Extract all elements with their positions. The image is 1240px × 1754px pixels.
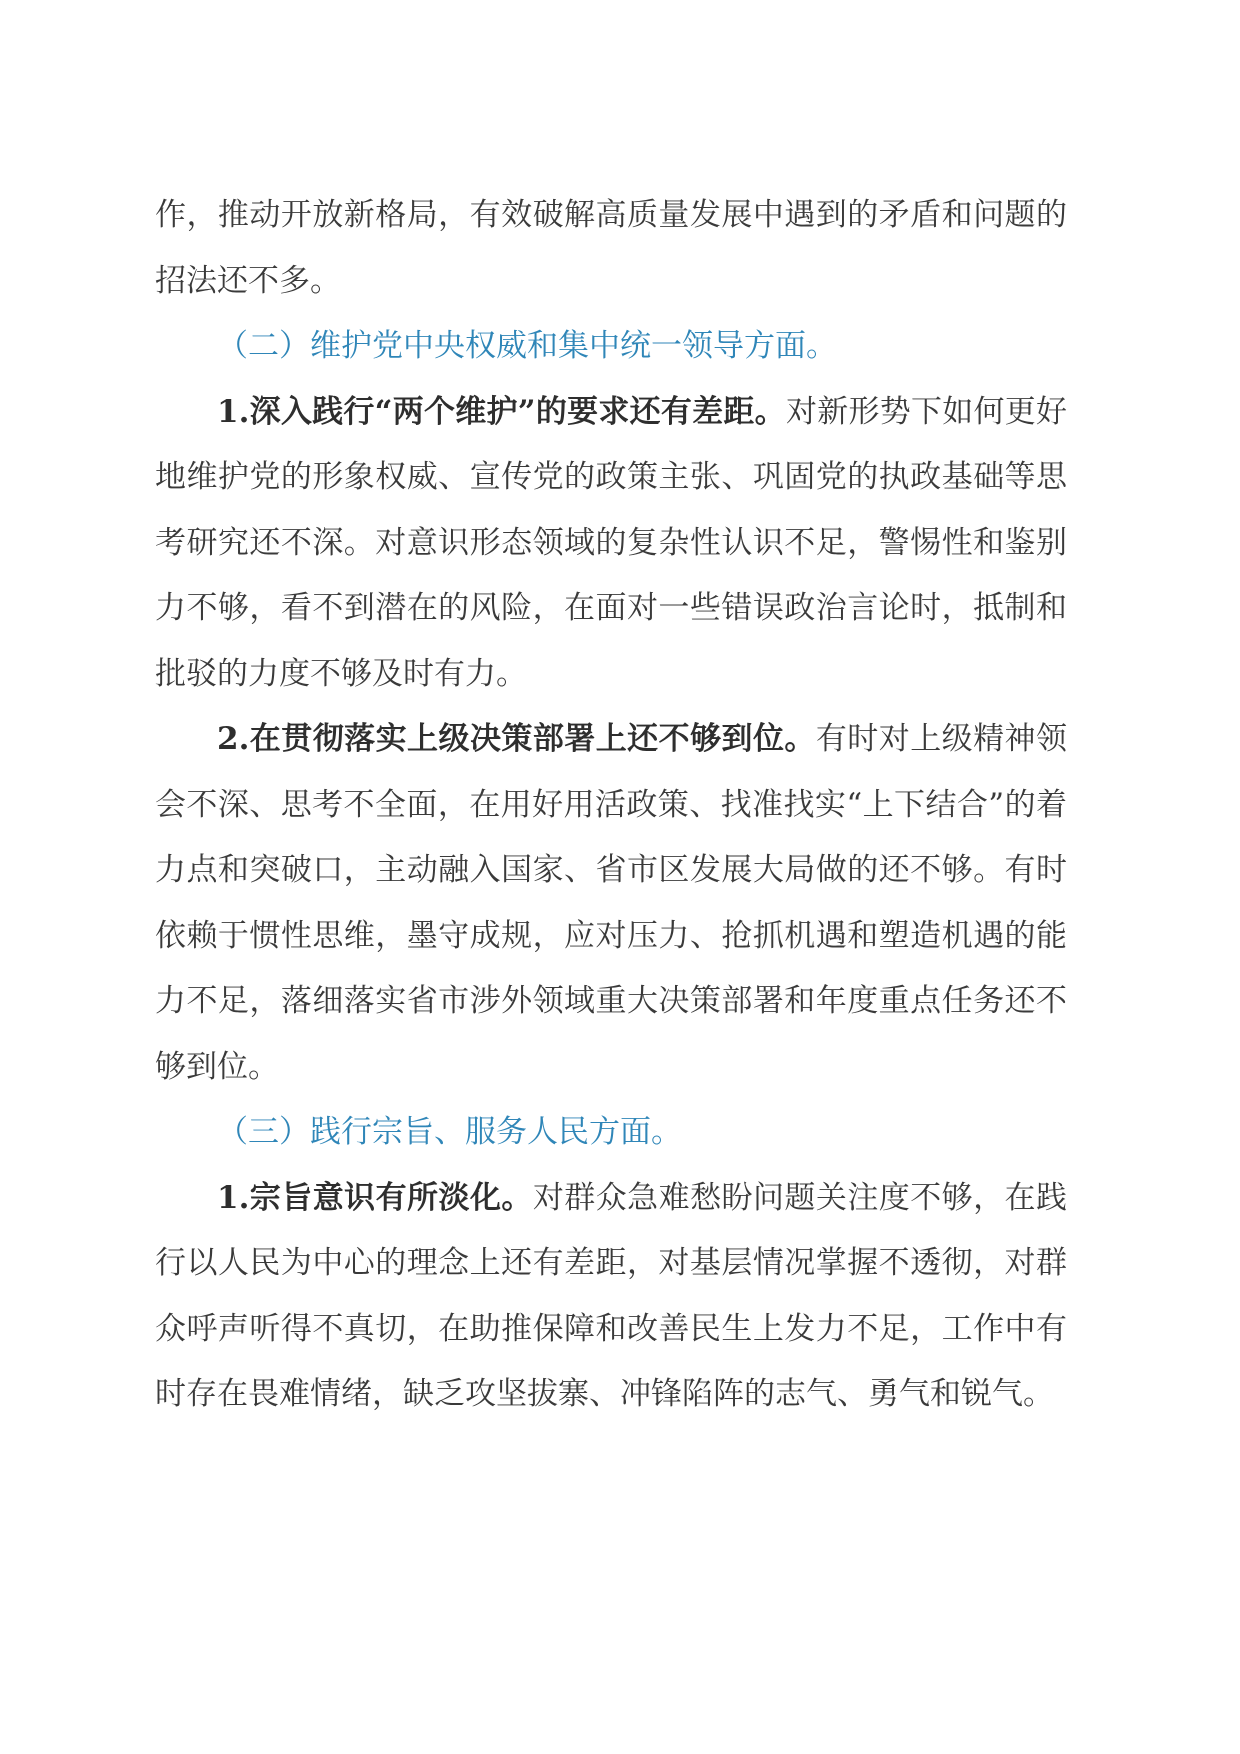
item-3-1 xyxy=(155,1166,1067,1428)
paragraph-continuation: 作，推动开放新格局，有效破解高质量发展中遇到的矛盾和问题的招法还不多。 xyxy=(155,197,1067,299)
item-2-1 xyxy=(155,380,1067,708)
item-2-2-body: 有时对上级精神领会不深、思考不全面，在用好用活政策、找准找实“上下结合”的着力点和突破口，主动融入国家、省市区发展大局做的还不够。有时依赖于惯性思维，墨守成规，应对压力、抢抓机遇和塑造机遇的能力不足，落细落实省市涉外领域重大决策部署和年度重点任务还不够到位。 xyxy=(155,721,1067,1085)
item-3-1-body: 对群众急难愁盼问题关注度不够，在践行以人民为中心的理念上还有差距，对基层情况掌握不透彻，对群众呼声听得不真切，在助推保障和改善民生上发力不足，工作中有时存在畏难情绪，缺乏攻坚拔寨、冲锋陷阵的志气、勇气和锐气。 xyxy=(155,1179,1067,1412)
section-heading-2: （二）维护党中央权威和集中统一领导方面。 xyxy=(217,328,837,364)
item-2-1-body: 对新形势下如何更好地维护党的形象权威、宣传党的政策主张、巩固党的执政基础等思考研究还不深。对意识形态领域的复杂性认识不足，警惕性和鉴别力不够，看不到潜在的风险，在面对一些错误政治言论时，抵制和批驳的力度不够及时有力。 xyxy=(155,393,1068,692)
section-heading-3: （三）践行宗旨、服务人民方面。 xyxy=(217,1114,682,1150)
document-body xyxy=(155,183,1067,1428)
item-2-2-title: 2.在贯彻落实上级决策部署上还不够到位。 xyxy=(217,721,816,757)
item-3-1-title: 1.宗旨意识有所淡化。 xyxy=(217,1179,533,1216)
item-2-1-title: 1.深入践行“两个维护”的要求还有差距。 xyxy=(217,393,786,430)
item-2-2 xyxy=(155,707,1067,1100)
